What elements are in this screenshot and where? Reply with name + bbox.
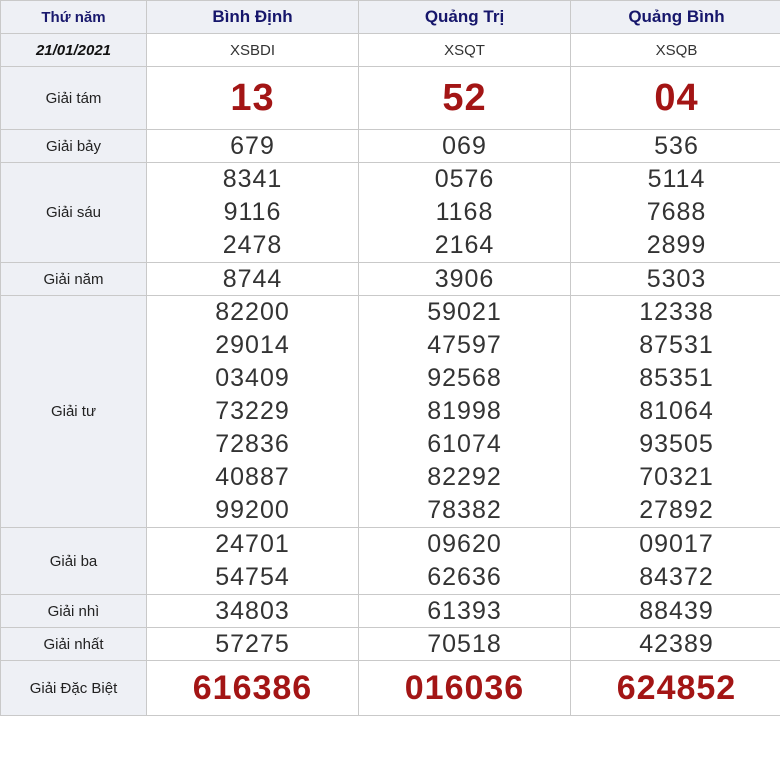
prize-numbers-cell [147, 263, 359, 296]
header-row-provinces [1, 1, 780, 34]
prize-number: 03409 [215, 364, 290, 392]
prize-number: 78382 [427, 496, 502, 524]
table-row [1, 263, 780, 296]
prize-numbers-cell [147, 163, 359, 263]
header-row-codes [1, 34, 780, 67]
prize-number: 92568 [427, 364, 502, 392]
table-row [1, 661, 780, 716]
prize-label: Giải tám [1, 67, 147, 130]
prize-numbers-cell [147, 67, 359, 130]
prize-number: 72836 [215, 430, 290, 458]
prize-numbers-cell [571, 130, 780, 163]
prize-number: 99200 [215, 496, 290, 524]
prize-number: 7688 [646, 198, 707, 226]
prize-number: 70518 [427, 630, 502, 658]
prize-number: 679 [230, 132, 275, 160]
prize-numbers-cell [571, 263, 780, 296]
prize-number: 13 [230, 77, 275, 119]
prize-number: 85351 [639, 364, 714, 392]
province-code-1: XSBDI [147, 34, 359, 67]
prize-numbers-cell [571, 628, 780, 661]
province-header-1: Bình Định [147, 1, 359, 34]
prize-numbers-cell [571, 163, 780, 263]
prize-numbers-cell [359, 595, 571, 628]
table-row [1, 67, 780, 130]
prize-number: 9116 [223, 198, 282, 226]
prize-numbers-cell [359, 67, 571, 130]
prize-number: 29014 [215, 331, 290, 359]
table-body [1, 67, 780, 716]
province-header-3: Quảng Bình [571, 1, 780, 34]
prize-number: 1168 [435, 198, 494, 226]
prize-numbers-cell [147, 130, 359, 163]
prize-number: 82292 [427, 463, 502, 491]
prize-label: Giải bảy [1, 130, 147, 163]
prize-number: 73229 [215, 397, 290, 425]
prize-number: 52 [442, 77, 487, 119]
prize-number: 616386 [192, 669, 313, 707]
weekday-label: Thứ năm [1, 1, 147, 34]
prize-number: 62636 [427, 563, 502, 591]
prize-numbers-cell [571, 528, 780, 595]
prize-number: 57275 [215, 630, 290, 658]
prize-number: 24701 [215, 530, 290, 558]
prize-number: 61074 [427, 430, 502, 458]
prize-number: 81998 [427, 397, 502, 425]
table-header [1, 1, 780, 67]
prize-label: Giải sáu [1, 163, 147, 263]
prize-numbers-cell [359, 296, 571, 528]
table-row [1, 595, 780, 628]
prize-label: Giải nhất [1, 628, 147, 661]
prize-number: 61393 [427, 597, 502, 625]
table-row [1, 130, 780, 163]
prize-numbers-cell [147, 661, 359, 716]
table-row [1, 628, 780, 661]
prize-number: 8744 [222, 265, 283, 293]
prize-number: 09017 [639, 530, 714, 558]
prize-number: 3906 [434, 265, 495, 293]
prize-number: 2899 [646, 231, 707, 259]
prize-numbers-cell [359, 628, 571, 661]
prize-numbers-cell [359, 661, 571, 716]
prize-label: Giải tư [1, 296, 147, 528]
prize-number: 2164 [434, 231, 495, 259]
prize-label: Giải Đặc Biệt [1, 661, 147, 716]
prize-number: 70321 [639, 463, 714, 491]
prize-number: 54754 [215, 563, 290, 591]
prize-number: 5114 [647, 165, 706, 193]
prize-number: 016036 [404, 669, 525, 707]
prize-number: 82200 [215, 298, 290, 326]
prize-number: 536 [654, 132, 699, 160]
table-row [1, 163, 780, 263]
province-code-3: XSQB [571, 34, 780, 67]
prize-number: 42389 [639, 630, 714, 658]
prize-number: 59021 [427, 298, 502, 326]
province-header-2: Quảng Trị [359, 1, 571, 34]
prize-number: 34803 [215, 597, 290, 625]
prize-number: 81064 [639, 397, 714, 425]
prize-label: Giải nhì [1, 595, 147, 628]
province-code-2: XSQT [359, 34, 571, 67]
prize-number: 27892 [639, 496, 714, 524]
prize-label: Giải ba [1, 528, 147, 595]
prize-number: 12338 [639, 298, 714, 326]
prize-number: 04 [654, 77, 699, 119]
prize-numbers-cell [147, 528, 359, 595]
prize-number: 47597 [427, 331, 502, 359]
prize-numbers-cell [359, 263, 571, 296]
prize-numbers-cell [571, 296, 780, 528]
prize-number: 93505 [639, 430, 714, 458]
table-row [1, 296, 780, 528]
prize-numbers-cell [359, 528, 571, 595]
prize-number: 40887 [215, 463, 290, 491]
prize-numbers-cell [359, 163, 571, 263]
prize-number: 0576 [434, 165, 495, 193]
prize-number: 2478 [222, 231, 283, 259]
prize-number: 84372 [639, 563, 714, 591]
prize-number: 87531 [639, 331, 714, 359]
prize-number: 88439 [639, 597, 714, 625]
prize-numbers-cell [147, 296, 359, 528]
prize-numbers-cell [359, 130, 571, 163]
draw-date: 21/01/2021 [1, 34, 147, 67]
prize-numbers-cell [571, 67, 780, 130]
prize-numbers-cell [571, 595, 780, 628]
prize-label: Giải năm [1, 263, 147, 296]
prize-numbers-cell [147, 595, 359, 628]
prize-number: 8341 [222, 165, 283, 193]
table-row [1, 528, 780, 595]
prize-number: 624852 [616, 669, 737, 707]
prize-numbers-cell [571, 661, 780, 716]
prize-numbers-cell [147, 628, 359, 661]
prize-number: 069 [442, 132, 487, 160]
prize-number: 09620 [427, 530, 502, 558]
prize-number: 5303 [646, 265, 707, 293]
